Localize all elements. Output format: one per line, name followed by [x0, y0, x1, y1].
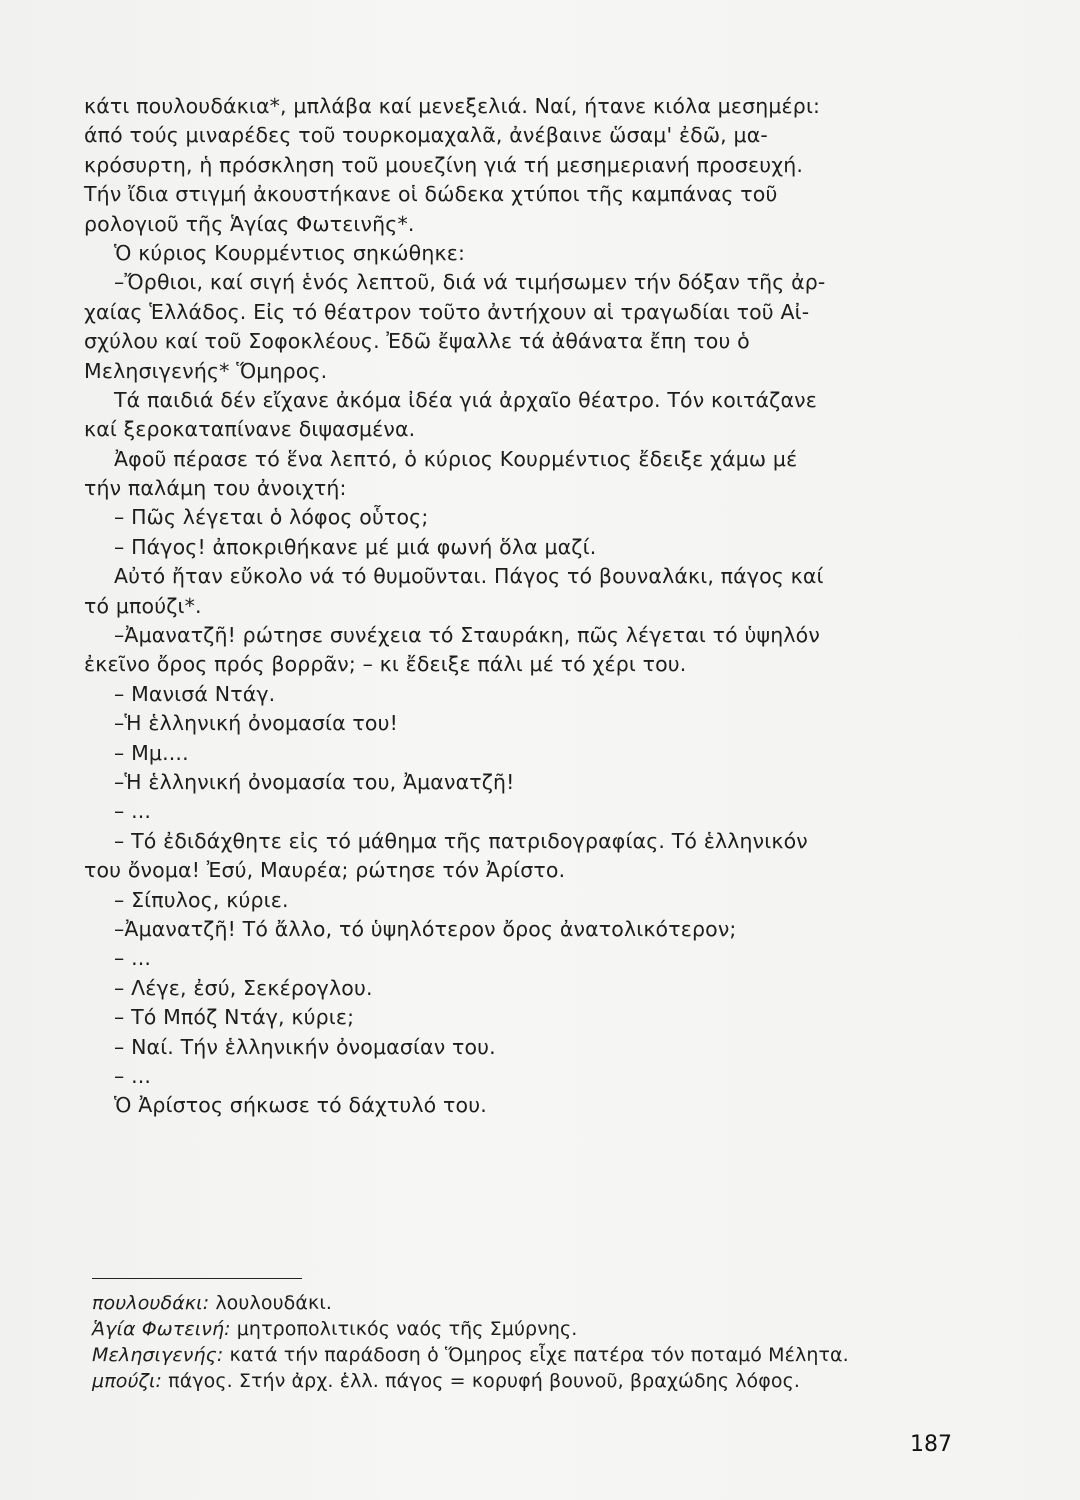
- text-line: ἐκεῖνο ὄρος πρός βορρᾶν; – κι ἔδειξε πάλι μέ τό χέρι του.: [84, 652, 687, 677]
- text-line: –Ὄρθιοι, καί σιγή ἑνός λεπτοῦ, διά νά τιμήσωμεν τήν δόξαν τῆς ἀρ-: [114, 270, 826, 295]
- footnote-term: Ἁγία Φωτεινή:: [92, 1318, 231, 1340]
- text-line: Τά παιδιά δέν εἴχανε ἀκόμα ἰδέα γιά ἀρχαῖο θέατρο. Τόν κοιτάζανε: [114, 387, 817, 412]
- page-number: 187: [910, 1432, 952, 1457]
- footnote-term: πουλουδάκι:: [92, 1292, 210, 1314]
- footnote: [92, 1316, 972, 1342]
- footnote-definition: πάγος. Στήν ἀρχ. ἑλλ. πάγος = κορυφή βουνοῦ, βραχώδης λόφος.: [162, 1370, 801, 1392]
- footnote: [92, 1290, 972, 1316]
- footnote-definition: κατά τήν παράδοση ὁ Ὅμηρος εἶχε πατέρα τόν ποταμό Μέλητα.: [223, 1344, 849, 1366]
- text-line: –Ἀμανατζῆ! Τό ἄλλο, τό ὑψηλότερον ὄρος ἀνατολικότερον;: [114, 916, 737, 941]
- text-line: – Τό ἐδιδάχθητε εἰς τό μάθημα τῆς πατριδογραφίας. Τό ἑλληνικόν: [114, 828, 808, 853]
- footnote-term: μπούζι:: [92, 1370, 163, 1392]
- text-line: ρολογιοῦ τῆς Ἁγίας Φωτεινῆς*.: [84, 211, 415, 236]
- text-line: τό μπούζι*.: [84, 593, 202, 618]
- text-line: Ἀφοῦ πέρασε τό ἕνα λεπτό, ὁ κύριος Κουρμέντιος ἔδειξε χάμω μέ: [114, 446, 798, 471]
- text-line: – Σίπυλος, κύριε.: [114, 887, 289, 912]
- text-line: του ὄνομα! Ἐσύ, Μαυρέα; ρώτησε τόν Ἀρίστο.: [84, 858, 566, 883]
- footnotes: [92, 1290, 972, 1394]
- text-line: τήν παλάμη του ἀνοιχτή:: [84, 476, 347, 501]
- text-line: Αὐτό ἤταν εὔκολο νά τό θυμοῦνται. Πάγος τό βουναλάκι, πάγος καί: [114, 564, 824, 589]
- text-line: καί ξεροκαταπίνανε διψασμένα.: [84, 417, 416, 442]
- text-line: – Λέγε, ἐσύ, Σεκέρογλου.: [114, 975, 373, 1000]
- footnote: [92, 1342, 972, 1368]
- text-line: κρόσυρτη, ἡ πρόσκληση τοῦ μουεζίνη γιά τή μεσημεριανή προσευχή.: [84, 152, 804, 177]
- text-line: κάτι πουλουδάκια*, μπλάβα καί μενεξελιά. Ναί, ήτανε κιόλα μεσημέρι:: [84, 94, 821, 118]
- text-line: –Ἀμανατζῆ! ρώτησε συνέχεια τό Σταυράκη, πῶς λέγεται τό ὑψηλόν: [114, 623, 820, 648]
- text-line: χαίας Ἑλλάδος. Εἰς τό θέατρον τοῦτο ἀντήχουν αἱ τραγωδίαι τοῦ Αἰ-: [84, 299, 810, 324]
- text-line: – ...: [114, 1063, 152, 1088]
- text-line: σχύλου καί τοῦ Σοφοκλέους. Ἐδῶ ἔψαλλε τά ἀθάνατα ἔπη του ὁ: [84, 329, 750, 354]
- footnote-definition: λουλουδάκι.: [209, 1292, 332, 1314]
- text-line: – Ναί. Τήν ἑλληνικήν ὀνομασίαν του.: [114, 1034, 496, 1059]
- text-line: –Ἡ ἑλληνική ὀνομασία του, Ἀμανατζῆ!: [114, 769, 515, 794]
- text-line: Ὁ κύριος Κουρμέντιος σηκώθηκε:: [114, 240, 466, 265]
- text-line: – Πάγος! ἀποκριθήκανε μέ μιά φωνή ὅλα μαζί.: [114, 534, 597, 559]
- text-line: – Πῶς λέγεται ὁ λόφος οὗτος;: [114, 505, 429, 530]
- text-line: – Μανισά Ντάγ.: [114, 681, 276, 706]
- footnote-term: Μελησιγενής:: [92, 1344, 224, 1366]
- text-line: άπό τούς μιναρέδες τοῦ τουρκομαχαλᾶ, ἀνέβαινε ὥσαμ' ἐδῶ, μα-: [84, 123, 768, 148]
- text-line: Μελησιγενής* Ὅμηρος.: [84, 358, 328, 383]
- text-line: – ...: [114, 946, 152, 971]
- footnote-separator: [92, 1278, 302, 1279]
- footnote: [92, 1368, 972, 1394]
- footnote-definition: μητροπολιτικός ναός τῆς Σμύρνης.: [230, 1318, 578, 1340]
- text-line: – ...: [114, 799, 152, 824]
- text-line: Τήν ἴδια στιγμή ἀκουστήκανε οἱ δώδεκα χτύποι τῆς καμπάνας τοῦ: [84, 182, 778, 207]
- text-line: –Ἡ ἑλληνική ὀνομασία του!: [114, 711, 398, 736]
- text-line: Ὁ Ἀρίστος σήκωσε τό δάχτυλό του.: [114, 1093, 487, 1118]
- main-text: [60, 92, 960, 1121]
- text-line: – Μμ....: [114, 740, 189, 765]
- text-line: – Τό Μπόζ Ντάγ, κύριε;: [114, 1005, 355, 1030]
